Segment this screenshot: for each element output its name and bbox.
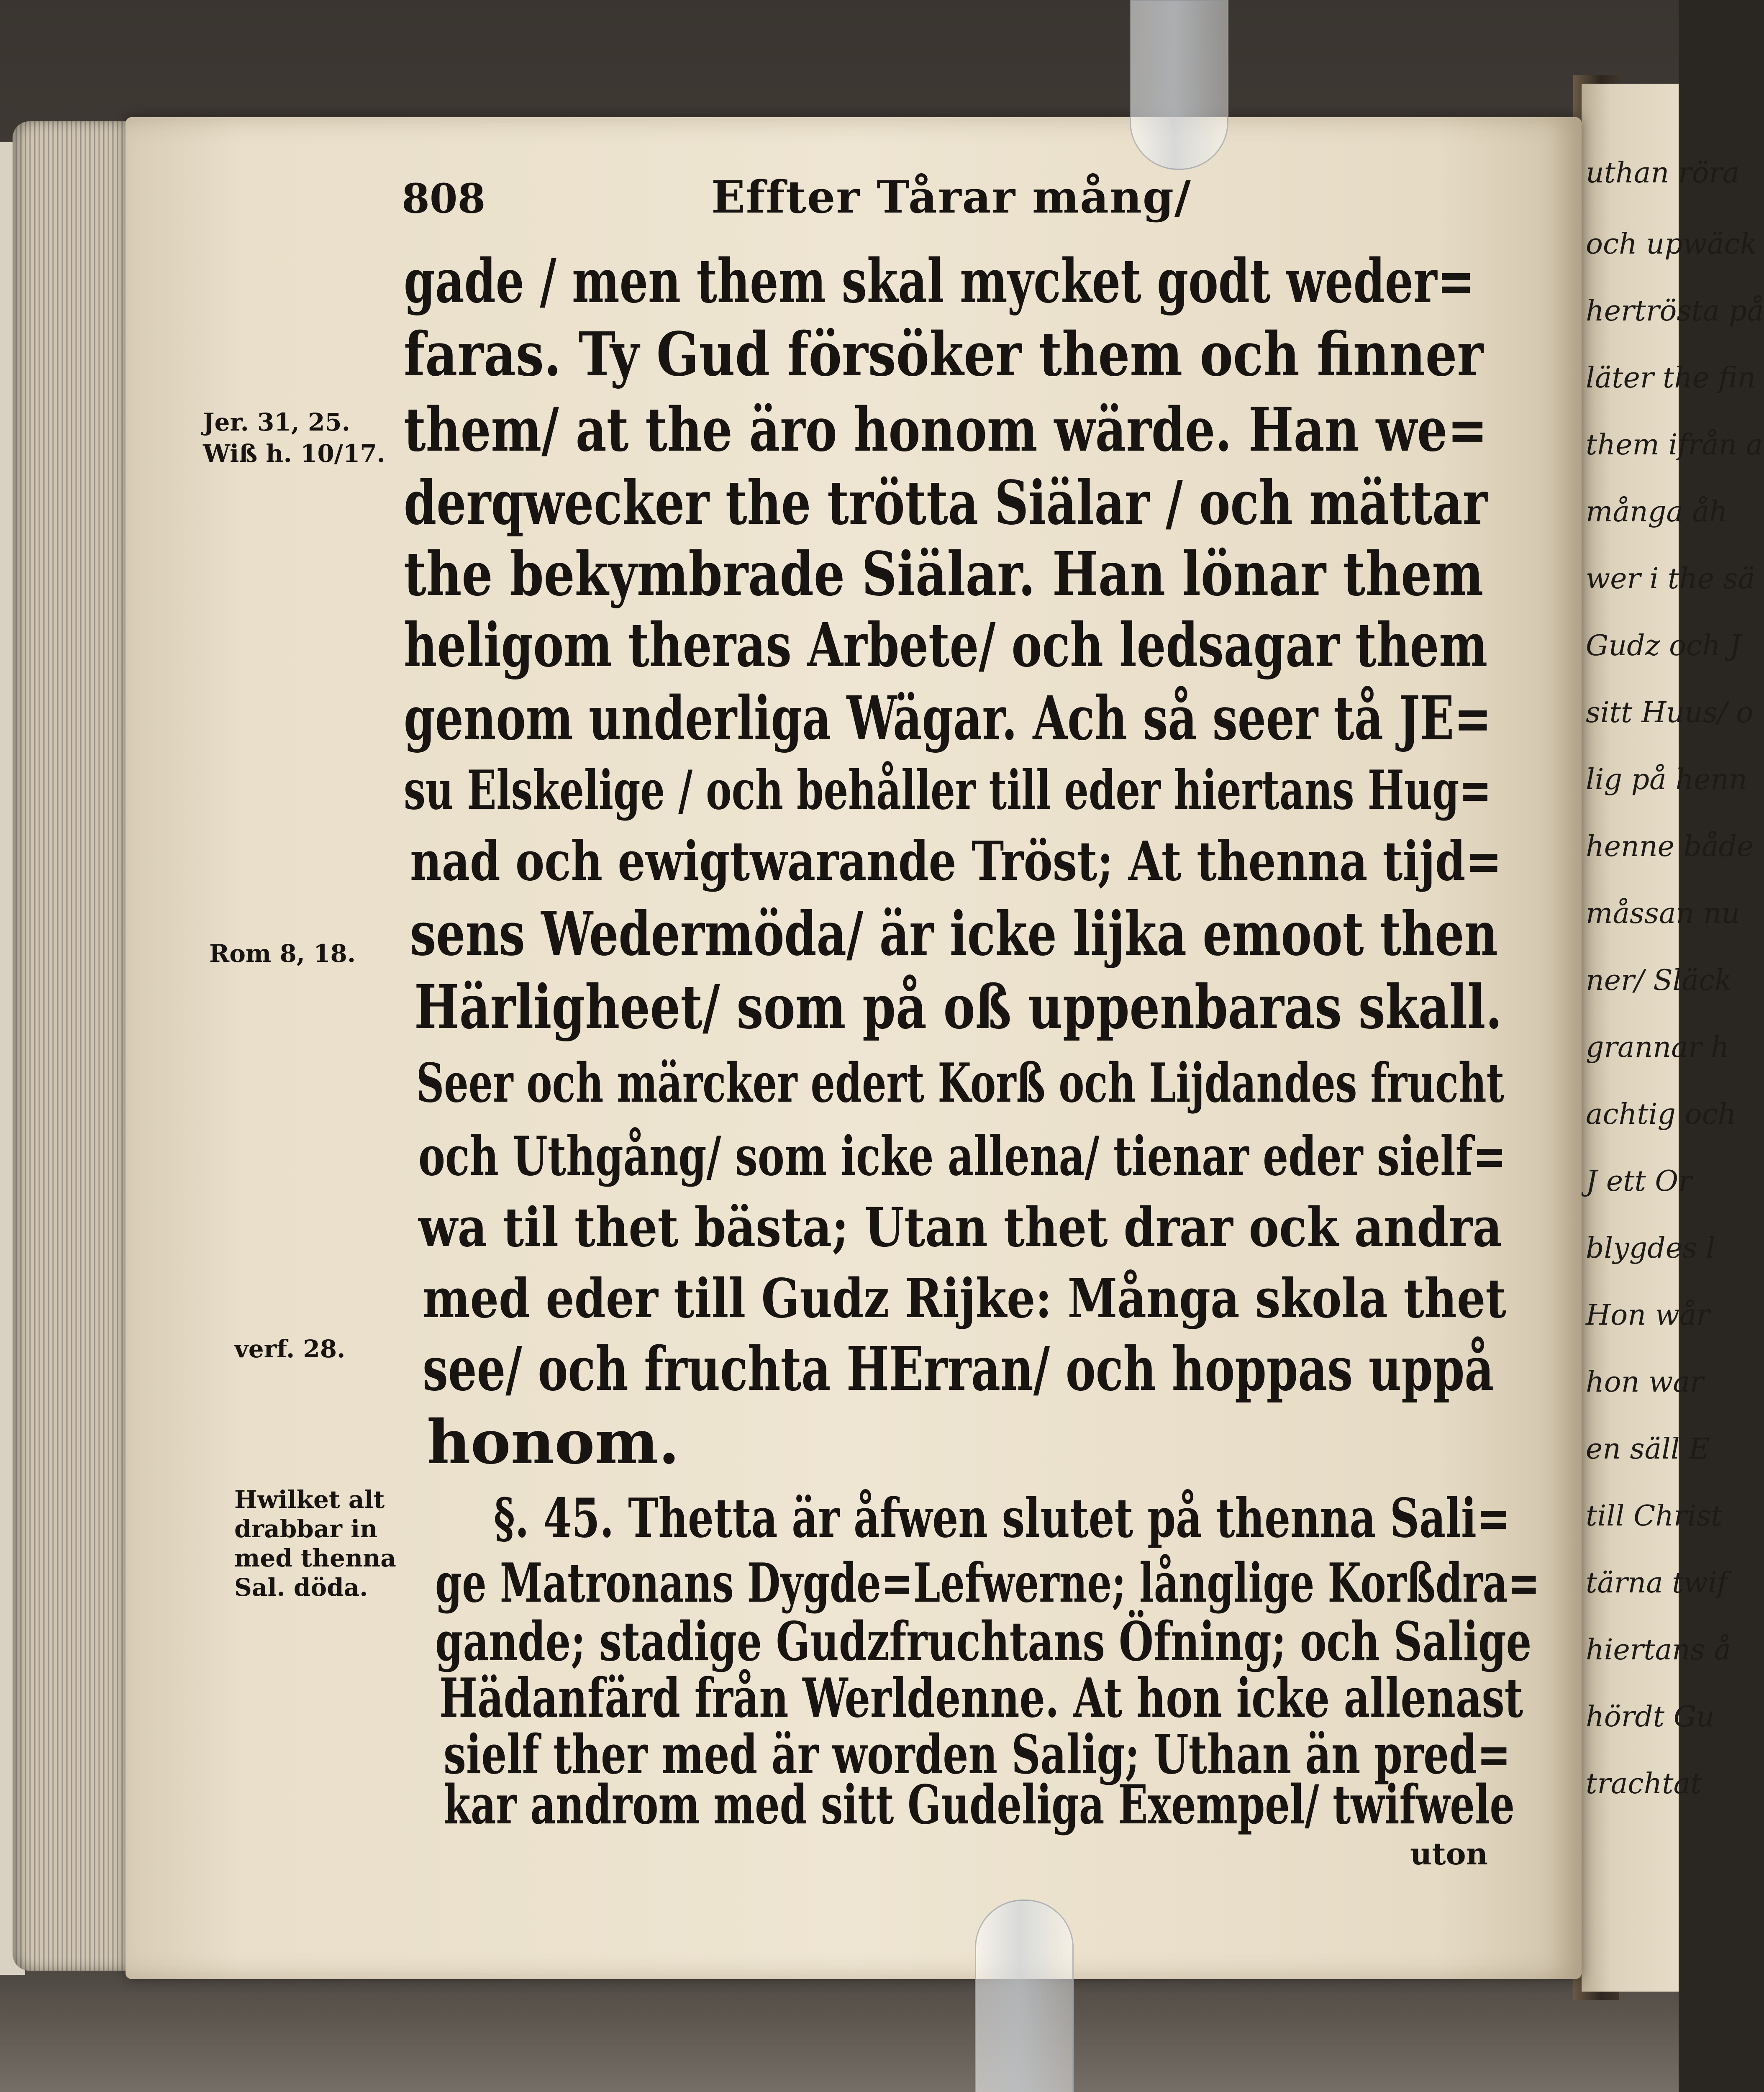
facing-line: henne både — [1586, 830, 1754, 863]
text-line: sens Wedermöda/ är icke lijka emoot then — [410, 898, 1498, 969]
page-clip-bottom — [975, 1900, 1074, 2092]
facing-line: trachtat — [1586, 1767, 1702, 1800]
facing-line: till Christ — [1586, 1500, 1723, 1533]
facing-line: J ett Or — [1586, 1165, 1692, 1198]
facing-line: grannar h — [1586, 1031, 1729, 1064]
facing-line: lig på henn — [1586, 763, 1747, 796]
text-line: su Elskelige / och behåller till eder hiertans Hug= — [404, 759, 1492, 822]
facing-line: måssan nu — [1586, 897, 1740, 930]
running-head: Effter Tårar mång/ — [711, 171, 1192, 223]
marginal-reference: verf. 28. — [234, 1335, 346, 1363]
facing-line: hiertans å — [1586, 1633, 1731, 1666]
facing-line: wer i the sä — [1586, 562, 1755, 595]
marginal-note-line: Hwilket alt — [234, 1485, 385, 1514]
marginal-reference: Wiß h. 10/17. — [203, 439, 385, 468]
text-line: gade / men them skal mycket godt weder= — [404, 246, 1475, 316]
text-line: §. 45. Thetta är åfwen slutet på thenna Sali= — [494, 1487, 1511, 1550]
page-number: 808 — [402, 175, 486, 222]
facing-line: Hon wår — [1586, 1299, 1710, 1332]
facing-line: them ifrån a — [1586, 428, 1763, 461]
facing-line: hördt Gu — [1586, 1700, 1715, 1733]
facing-line: blygdes l — [1586, 1232, 1715, 1265]
facing-line: sitt Huus/ o — [1586, 696, 1754, 729]
facing-line: många åh — [1586, 495, 1728, 528]
text-line: och Uthgång/ som icke allena/ tienar eder sielf= — [418, 1125, 1507, 1188]
text-line: them/ at the äro honom wärde. Han we= — [404, 394, 1488, 465]
text-line: see/ och fruchta HErran/ och hoppas uppå — [423, 1333, 1494, 1404]
marginal-note-line: drabbar in — [234, 1515, 378, 1543]
marginal-note-line: Sal. döda. — [234, 1573, 368, 1602]
text-line: Härligheet/ som på oß uppenbaras skall. — [414, 972, 1502, 1042]
catchword: uton — [1410, 1836, 1488, 1872]
facing-line: Gudz och J — [1586, 629, 1741, 662]
text-line: ge Matronans Dygde=Lefwerne; långlige Korßdra= — [435, 1552, 1540, 1615]
facing-line: ner/ Släck — [1586, 964, 1732, 997]
facing-line: hertrösta på — [1586, 295, 1764, 328]
text-line: nad och ewigtwarande Tröst; At thenna tijd= — [410, 830, 1502, 893]
page-clip-top — [1130, 0, 1228, 170]
text-line: honom. — [427, 1407, 679, 1477]
text-line: genom underliga Wägar. Ach så seer tå JE= — [404, 683, 1492, 754]
marginal-reference: Jer. 31, 25. — [203, 408, 350, 436]
text-line: gande; stadige Gudzfruchtans Öfning; och Salige — [435, 1610, 1532, 1673]
text-line: Hädanfärd från Werldenne. At hon icke allenast — [439, 1667, 1523, 1730]
marginal-reference: Rom 8, 18. — [209, 939, 356, 968]
text-line: kar androm med sitt Gudeliga Exempel/ twifwele — [444, 1774, 1515, 1836]
text-line: the bekymbrade Siälar. Han lönar them — [404, 538, 1484, 609]
facing-page — [1582, 84, 1764, 1992]
text-line: wa til thet bästa; Utan thet drar ock andra — [418, 1196, 1502, 1259]
facing-line: hon war — [1586, 1366, 1704, 1399]
marginal-note-line: med thenna — [234, 1544, 396, 1572]
facing-line: läter the fin — [1586, 361, 1756, 395]
facing-line: uthan röra — [1586, 156, 1740, 190]
facing-line: en säll E — [1586, 1433, 1710, 1466]
text-line: heligom theras Arbete/ och ledsagar them — [404, 610, 1488, 680]
facing-line: och upwäck — [1586, 228, 1757, 261]
text-line: sielf ther med är worden Salig; Uthan än pred= — [444, 1723, 1511, 1786]
text-line: med eder till Gudz Rijke: Många skola thet — [423, 1267, 1506, 1330]
table-surface — [0, 1966, 1679, 2092]
text-line: Seer och märcker edert Korß och Lijdandes frucht — [416, 1052, 1505, 1115]
facing-line: tärna twif — [1586, 1566, 1728, 1600]
text-line: derqwecker the trötta Siälar / och mättar — [404, 467, 1487, 538]
text-line: faras. Ty Gud försöker them och finner — [404, 319, 1484, 390]
facing-line: achtig och — [1586, 1098, 1736, 1131]
